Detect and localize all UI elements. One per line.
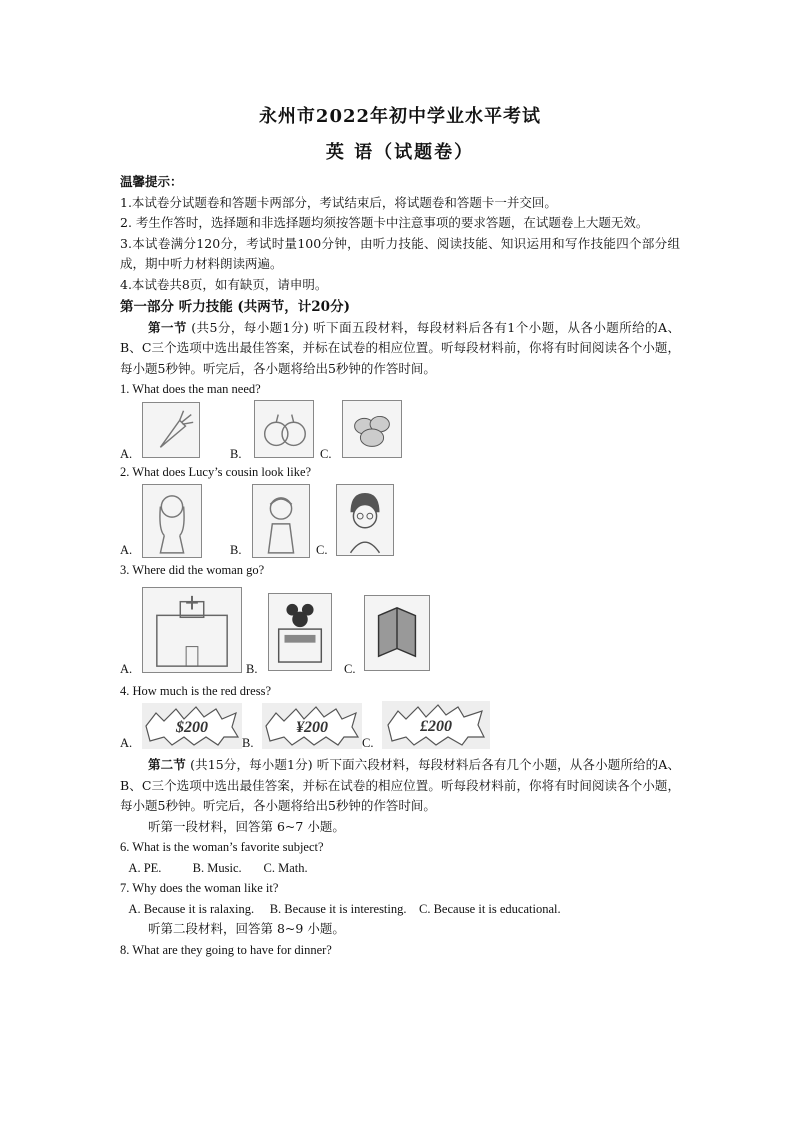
exam-page — [120, 100, 680, 960]
bookstore-icon[interactable] — [364, 595, 430, 671]
option-a-label: A. — [120, 446, 133, 461]
option-b-label: B. — [230, 543, 242, 557]
notice-item: 2. 考生作答时，选择题和非选择题均须按答题卡中注意事项的要求答题，在试题卷上大题无效。 — [120, 215, 649, 230]
notice-item: 3.本试卷满分120分，考试时量100分钟，由听力技能、阅读技能、知识运用和写作技能四个部分组成，期中听力材料朗读两遍。 — [120, 235, 680, 271]
section1-label: 第一节 — [148, 319, 187, 335]
question-7-choices[interactable]: A. Because it is ralaxing. B. Because it is interesting. C. Because it is educational. — [126, 901, 561, 916]
exam-subtitle: 英 语（试题卷） — [325, 142, 475, 163]
question-2-options — [120, 482, 680, 560]
carrot-icon[interactable] — [142, 402, 200, 458]
listen-instruction-2: 听第二段材料，回答第 8~9 小题。 — [148, 921, 345, 936]
question-7: 7. Why does the woman like it? — [120, 881, 279, 895]
question-3-options — [120, 581, 680, 681]
option-b-label: B. — [230, 446, 242, 461]
question-8: 8. What are they going to have for dinner? — [120, 942, 332, 957]
option-c-label: C. — [344, 661, 356, 676]
price-label: £200 — [420, 718, 452, 735]
option-c-label: C. — [320, 446, 332, 461]
option-b-label: B. — [242, 736, 254, 750]
question-4-options — [120, 701, 680, 755]
price-label: ¥200 — [296, 719, 328, 736]
option-c-label: C. — [362, 736, 374, 750]
girl-short-hair-icon[interactable] — [252, 484, 310, 558]
section2-label: 第二节 — [148, 757, 186, 772]
part1-heading: 第一部分 听力技能 (共两节，计20分) — [120, 299, 350, 315]
section2-text: (共15分，每小题1分) 听下面六段材料，每段材料后各有几个小题，从各小题所给的A、B、C三个选项中选出最佳答案，并标在试卷的相应位置。听每段材料前，你将有时间阅读各个小题，每小题5秒钟。听完后，各小题将给出5秒钟的作答时间。 — [120, 757, 680, 813]
option-a-label: A. — [120, 736, 133, 750]
tomato-icon[interactable] — [254, 400, 314, 458]
option-a-label: A. — [120, 661, 133, 676]
option-c-label: C. — [316, 543, 328, 557]
potato-icon[interactable] — [342, 400, 402, 458]
notice-heading: 温馨提示： — [120, 174, 183, 189]
listen-instruction-1: 听第一段材料，回答第 6~7 小题。 — [148, 818, 345, 834]
section1-instructions — [120, 318, 680, 380]
hospital-icon[interactable] — [142, 587, 242, 673]
section2-instructions — [120, 755, 680, 817]
boy-glasses-icon[interactable] — [336, 484, 394, 556]
price-tag-pound[interactable] — [382, 701, 490, 749]
toy-store-icon[interactable] — [268, 593, 332, 671]
question-4: 4. How much is the red dress? — [120, 683, 272, 698]
question-6: 6. What is the woman’s favorite subject? — [120, 840, 324, 854]
price-label: $200 — [176, 719, 208, 736]
question-1: 1. What does the man need? — [120, 382, 261, 396]
option-a-label: A. — [120, 543, 133, 557]
option-b-label: B. — [246, 661, 258, 676]
exam-title: 永州市2022年初中学业水平考试 — [258, 106, 542, 127]
notice-item: 1.本试卷分试题卷和答题卡两部分，考试结束后，将试题卷和答题卡一并交回。 — [120, 194, 557, 210]
question-1-options — [120, 400, 680, 462]
girl-long-hair-icon[interactable] — [142, 484, 202, 558]
notice-item: 4.本试卷共8页，如有缺页，请申明。 — [120, 276, 328, 292]
price-tag-yuan[interactable] — [262, 703, 362, 749]
question-3: 3. Where did the woman go? — [120, 563, 265, 577]
section1-text: (共5分，每小题1分) 听下面五段材料，每段材料后各有1个小题，从各小题所给的A、B、C三个选项中选出最佳答案，并标在试卷的相应位置。听每段材料前，你将有时间阅读各个小题，每小题5秒钟。听完后，各小题将给出5秒钟的作答时间。 — [120, 319, 680, 376]
question-6-choices[interactable]: A. PE. B. Music. C. Math. — [126, 860, 308, 875]
price-tag-dollar[interactable] — [142, 703, 242, 749]
question-2: 2. What does Lucy’s cousin look like? — [120, 464, 312, 479]
